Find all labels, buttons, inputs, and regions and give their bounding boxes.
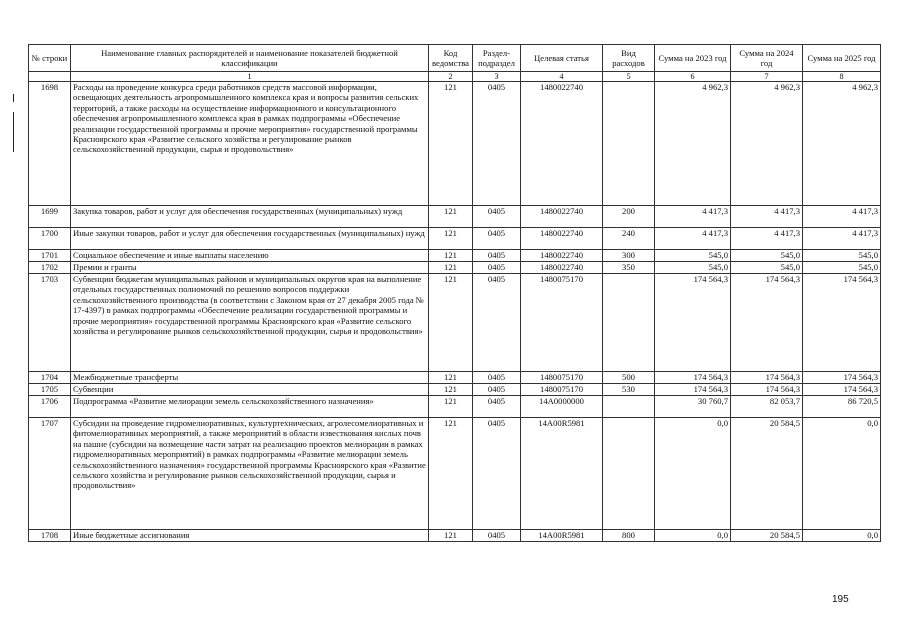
- ministry-code: 121: [429, 274, 473, 372]
- sum-2023: 174 564,3: [655, 274, 731, 372]
- sum-2025: 86 720,5: [803, 396, 881, 418]
- table-row: [29, 372, 881, 384]
- header-sum-2023: Сумма на 2023 год: [655, 45, 731, 72]
- row-name: Субсидии на проведение гидромелиоративных, культуртехнических, агролесомелиоративных и фитомелиоративных мероприятий, а также мероприятий в области известкования кислых почв на пашне (субсидии на возмещение части затрат на реализацию проектов мелиорации в рамках гидромелиоративных мероприятий) в рамках подпрограммы «Развитие мелиорации земель сельскохозяйственного назначения» государственной программы Красноярского края «Развитие сельского хозяйства и регулирование рынков сельскохозяйственной продукции, сырья и продовольствия»: [71, 418, 429, 530]
- header-section: Раздел-подраздел: [473, 45, 521, 72]
- column-number: [29, 72, 71, 82]
- sum-2023: 174 564,3: [655, 372, 731, 384]
- expense-type: [603, 274, 655, 372]
- target-article: 1480022740: [521, 82, 603, 206]
- row-name: Межбюджетные трансферты: [71, 372, 429, 384]
- page-number: 195: [832, 594, 849, 605]
- table-row: [29, 206, 881, 228]
- margin-mark: [13, 94, 14, 102]
- expense-type: 300: [603, 250, 655, 262]
- column-number: 3: [473, 72, 521, 82]
- sum-2025: 174 564,3: [803, 274, 881, 372]
- column-number: 5: [603, 72, 655, 82]
- header-sum-2025: Сумма на 2025 год: [803, 45, 881, 72]
- table-row: [29, 228, 881, 250]
- sum-2024: 82 053,7: [731, 396, 803, 418]
- sum-2023: 4 417,3: [655, 206, 731, 228]
- header-target-article: Целевая статья: [521, 45, 603, 72]
- section-code: 0405: [473, 206, 521, 228]
- table-row: [29, 274, 881, 372]
- header-expense-type: Вид расходов: [603, 45, 655, 72]
- ministry-code: 121: [429, 396, 473, 418]
- sum-2025: 4 417,3: [803, 228, 881, 250]
- section-code: 0405: [473, 396, 521, 418]
- sum-2024: 545,0: [731, 250, 803, 262]
- row-name: Социальное обеспечение и иные выплаты населению: [71, 250, 429, 262]
- header-row-number: № строки: [29, 45, 71, 72]
- ministry-code: 121: [429, 228, 473, 250]
- sum-2025: 0,0: [803, 418, 881, 530]
- sum-2023: 174 564,3: [655, 384, 731, 396]
- column-number: 2: [429, 72, 473, 82]
- row-name: Иные закупки товаров, работ и услуг для обеспечения государственных (муниципальных) нужд: [71, 228, 429, 250]
- ministry-code: 121: [429, 384, 473, 396]
- sum-2024: 174 564,3: [731, 384, 803, 396]
- header-ministry-code: Код ведомства: [429, 45, 473, 72]
- row-name: Закупка товаров, работ и услуг для обеспечения государственных (муниципальных) нужд: [71, 206, 429, 228]
- expense-type: 500: [603, 372, 655, 384]
- expense-type: 800: [603, 530, 655, 542]
- sum-2024: 174 564,3: [731, 274, 803, 372]
- section-code: 0405: [473, 262, 521, 274]
- ministry-code: 121: [429, 372, 473, 384]
- sum-2023: 0,0: [655, 418, 731, 530]
- table-row: [29, 250, 881, 262]
- target-article: 1480022740: [521, 228, 603, 250]
- sum-2024: 20 584,5: [731, 530, 803, 542]
- row-number: 1703: [29, 274, 71, 372]
- table-row: [29, 262, 881, 274]
- target-article: 1480022740: [521, 262, 603, 274]
- margin-mark: [13, 112, 14, 152]
- table-header-row: [29, 45, 881, 72]
- sum-2023: 0,0: [655, 530, 731, 542]
- sum-2024: 545,0: [731, 262, 803, 274]
- section-code: 0405: [473, 372, 521, 384]
- expense-type: 240: [603, 228, 655, 250]
- sum-2023: 4 962,3: [655, 82, 731, 206]
- section-code: 0405: [473, 418, 521, 530]
- sum-2024: 20 584,5: [731, 418, 803, 530]
- column-number: 6: [655, 72, 731, 82]
- table-row: [29, 530, 881, 542]
- section-code: 0405: [473, 82, 521, 206]
- sum-2025: 4 962,3: [803, 82, 881, 206]
- ministry-code: 121: [429, 262, 473, 274]
- ministry-code: 121: [429, 530, 473, 542]
- table-row: [29, 82, 881, 206]
- ministry-code: 121: [429, 418, 473, 530]
- header-sum-2024: Сумма на 2024 год: [731, 45, 803, 72]
- sum-2025: 545,0: [803, 262, 881, 274]
- column-number: 7: [731, 72, 803, 82]
- sum-2024: 4 962,3: [731, 82, 803, 206]
- row-name: Субвенции: [71, 384, 429, 396]
- column-number: 8: [803, 72, 881, 82]
- sum-2025: 4 417,3: [803, 206, 881, 228]
- target-article: 1480075170: [521, 274, 603, 372]
- sum-2024: 4 417,3: [731, 206, 803, 228]
- column-number: 4: [521, 72, 603, 82]
- row-number: 1704: [29, 372, 71, 384]
- ministry-code: 121: [429, 82, 473, 206]
- row-number: 1707: [29, 418, 71, 530]
- sum-2025: 545,0: [803, 250, 881, 262]
- target-article: 1480022740: [521, 250, 603, 262]
- expense-type: [603, 418, 655, 530]
- section-code: 0405: [473, 274, 521, 372]
- column-number: 1: [71, 72, 429, 82]
- row-name: Премии и гранты: [71, 262, 429, 274]
- target-article: 1480075170: [521, 372, 603, 384]
- sum-2025: 0,0: [803, 530, 881, 542]
- row-number: 1706: [29, 396, 71, 418]
- row-name: Подпрограмма «Развитие мелиорации земель сельскохозяйственного назначения»: [71, 396, 429, 418]
- row-number: 1701: [29, 250, 71, 262]
- row-number: 1700: [29, 228, 71, 250]
- table-row: [29, 396, 881, 418]
- target-article: 14А0000000: [521, 396, 603, 418]
- section-code: 0405: [473, 384, 521, 396]
- sum-2024: 4 417,3: [731, 228, 803, 250]
- sum-2023: 30 760,7: [655, 396, 731, 418]
- row-name: Иные бюджетные ассигнования: [71, 530, 429, 542]
- target-article: 1480075170: [521, 384, 603, 396]
- header-name: Наименование главных распорядителей и наименование показателей бюджетной классификации: [71, 45, 429, 72]
- row-number: 1702: [29, 262, 71, 274]
- target-article: 1480022740: [521, 206, 603, 228]
- sum-2023: 545,0: [655, 250, 731, 262]
- expense-type: 200: [603, 206, 655, 228]
- row-name: Расходы на проведение конкурса среди работников средств массовой информации, освещающих деятельность агропромышленного комплекса края и вопросы развития сельских территорий, а также расходы на осуществление информационного и консультационного обеспечения агропромышленного комплекса края в рамках подпрограммы «Обеспечение реализации государственной программы и прочие мероприятия» государственной программы Красноярского края «Развитие сельского хозяйства и регулирование рынков сельскохозяйственной продукции, сырья и продовольствия»: [71, 82, 429, 206]
- sum-2024: 174 564,3: [731, 372, 803, 384]
- row-number: 1705: [29, 384, 71, 396]
- ministry-code: 121: [429, 250, 473, 262]
- target-article: 14А00R5981: [521, 530, 603, 542]
- expense-type: [603, 396, 655, 418]
- sum-2023: 545,0: [655, 262, 731, 274]
- section-code: 0405: [473, 530, 521, 542]
- budget-table: [28, 44, 881, 542]
- table-row: [29, 384, 881, 396]
- row-number: 1699: [29, 206, 71, 228]
- column-number-row: [29, 72, 881, 82]
- row-number: 1698: [29, 82, 71, 206]
- sum-2023: 4 417,3: [655, 228, 731, 250]
- expense-type: [603, 82, 655, 206]
- expense-type: 350: [603, 262, 655, 274]
- row-name: Субвенции бюджетам муниципальных районов и муниципальных округов края на выполнение отдельных государственных полномочий по решению вопросов поддержки сельскохозяйственного производства (в соответствии с Законом края от 27 декабря 2005 года № 17-4397) в рамках подпрограммы «Обеспечение реализации государственной программы и прочие мероприятия» государственной программы Красноярского края «Развитие сельского хозяйства и регулирование рынков сельскохозяйственной продукции, сырья и продовольствия»: [71, 274, 429, 372]
- ministry-code: 121: [429, 206, 473, 228]
- row-number: 1708: [29, 530, 71, 542]
- expense-type: 530: [603, 384, 655, 396]
- section-code: 0405: [473, 250, 521, 262]
- target-article: 14А00R5981: [521, 418, 603, 530]
- sum-2025: 174 564,3: [803, 384, 881, 396]
- table-row: [29, 418, 881, 530]
- sum-2025: 174 564,3: [803, 372, 881, 384]
- section-code: 0405: [473, 228, 521, 250]
